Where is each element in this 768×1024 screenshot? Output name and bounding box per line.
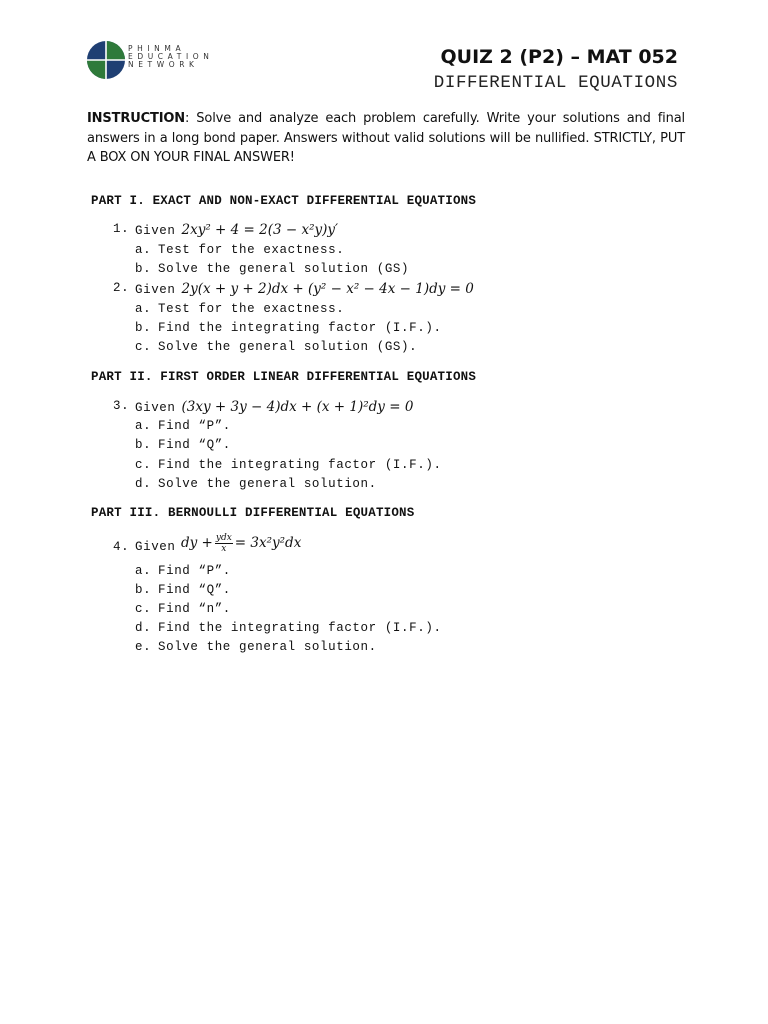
equation-fraction bbox=[215, 533, 233, 554]
equation-rhs: = 3x²y²dx bbox=[234, 535, 302, 551]
item-text: Find the integrating factor (I.F.). bbox=[158, 458, 442, 472]
item-label: a. bbox=[135, 564, 152, 578]
given-label: Given bbox=[135, 224, 176, 238]
item-label: c. bbox=[135, 340, 152, 354]
given-label: Given bbox=[135, 283, 176, 297]
item-text: Solve the general solution (GS) bbox=[158, 262, 410, 276]
item-text: Find “Q”. bbox=[158, 438, 231, 452]
subject-title: DIFFERENTIAL EQUATIONS bbox=[433, 73, 678, 93]
item-text: Solve the general solution. bbox=[158, 477, 377, 491]
item-text: Find “Q”. bbox=[158, 583, 231, 597]
problem-number: 2. bbox=[113, 281, 130, 295]
part-1-title: PART I. EXACT AND NON-EXACT DIFFERENTIAL EQUATIONS bbox=[91, 194, 477, 208]
org-name bbox=[128, 45, 214, 70]
item-label: a. bbox=[135, 243, 152, 257]
item-label: e. bbox=[135, 640, 152, 654]
item-label: b. bbox=[135, 321, 152, 335]
item-text: Find “n”. bbox=[158, 602, 231, 616]
item-text: Find the integrating factor (I.F.). bbox=[158, 621, 442, 635]
instruction-paragraph bbox=[87, 109, 685, 168]
item-text: Test for the exactness. bbox=[158, 243, 345, 257]
item-text: Find the integrating factor (I.F.). bbox=[158, 321, 442, 335]
item-label: d. bbox=[135, 477, 152, 491]
problem-number: 4. bbox=[113, 540, 130, 554]
given-label: Given bbox=[135, 540, 176, 554]
instruction-label: INSTRUCTION bbox=[87, 111, 186, 126]
phinma-globe-logo-icon bbox=[86, 40, 126, 80]
item-label: c. bbox=[135, 602, 152, 616]
problem-number: 1. bbox=[113, 222, 130, 236]
quiz-title: QUIZ 2 (P2) – MAT 052 bbox=[440, 46, 678, 68]
fraction-numerator: ydx bbox=[215, 533, 232, 543]
equation bbox=[181, 533, 301, 554]
equation: 2y(x + y + 2)dx + (y² − x² − 4x − 1)dy = 0 bbox=[181, 281, 474, 297]
org-line-1: PHINMA bbox=[128, 44, 186, 53]
given-label: Given bbox=[135, 401, 176, 415]
part-2-title: PART II. FIRST ORDER LINEAR DIFFERENTIAL EQUATIONS bbox=[91, 370, 477, 384]
part-3-title: PART III. BERNOULLI DIFFERENTIAL EQUATIONS bbox=[91, 506, 415, 520]
item-text: Find “P”. bbox=[158, 419, 231, 433]
equation: (3xy + 3y − 4)dx + (x + 1)²dy = 0 bbox=[181, 399, 414, 415]
equation: 2xy² + 4 = 2(3 − x²y)y′ bbox=[181, 222, 339, 238]
item-text: Solve the general solution. bbox=[158, 640, 377, 654]
problem-number: 3. bbox=[113, 399, 130, 413]
instruction-text: : Solve and analyze each problem carefully. Write your solutions and final answers in a long bond paper. Answers without valid solutions will be nullified. STRICTLY, PUT A BOX ON YOUR FINAL ANSWER! bbox=[87, 111, 685, 165]
item-label: c. bbox=[135, 458, 152, 472]
item-label: a. bbox=[135, 302, 152, 316]
item-label: b. bbox=[135, 583, 152, 597]
equation-lhs: dy + bbox=[181, 535, 213, 551]
item-label: b. bbox=[135, 262, 152, 276]
item-label: a. bbox=[135, 419, 152, 433]
item-text: Find “P”. bbox=[158, 564, 231, 578]
item-text: Solve the general solution (GS). bbox=[158, 340, 418, 354]
org-line-3: NETWORK bbox=[128, 60, 199, 70]
item-label: d. bbox=[135, 621, 152, 635]
fraction-denominator: x bbox=[221, 544, 227, 554]
item-text: Test for the exactness. bbox=[158, 302, 345, 316]
item-label: b. bbox=[135, 438, 152, 452]
org-line-2: EDUCATION bbox=[128, 52, 214, 62]
